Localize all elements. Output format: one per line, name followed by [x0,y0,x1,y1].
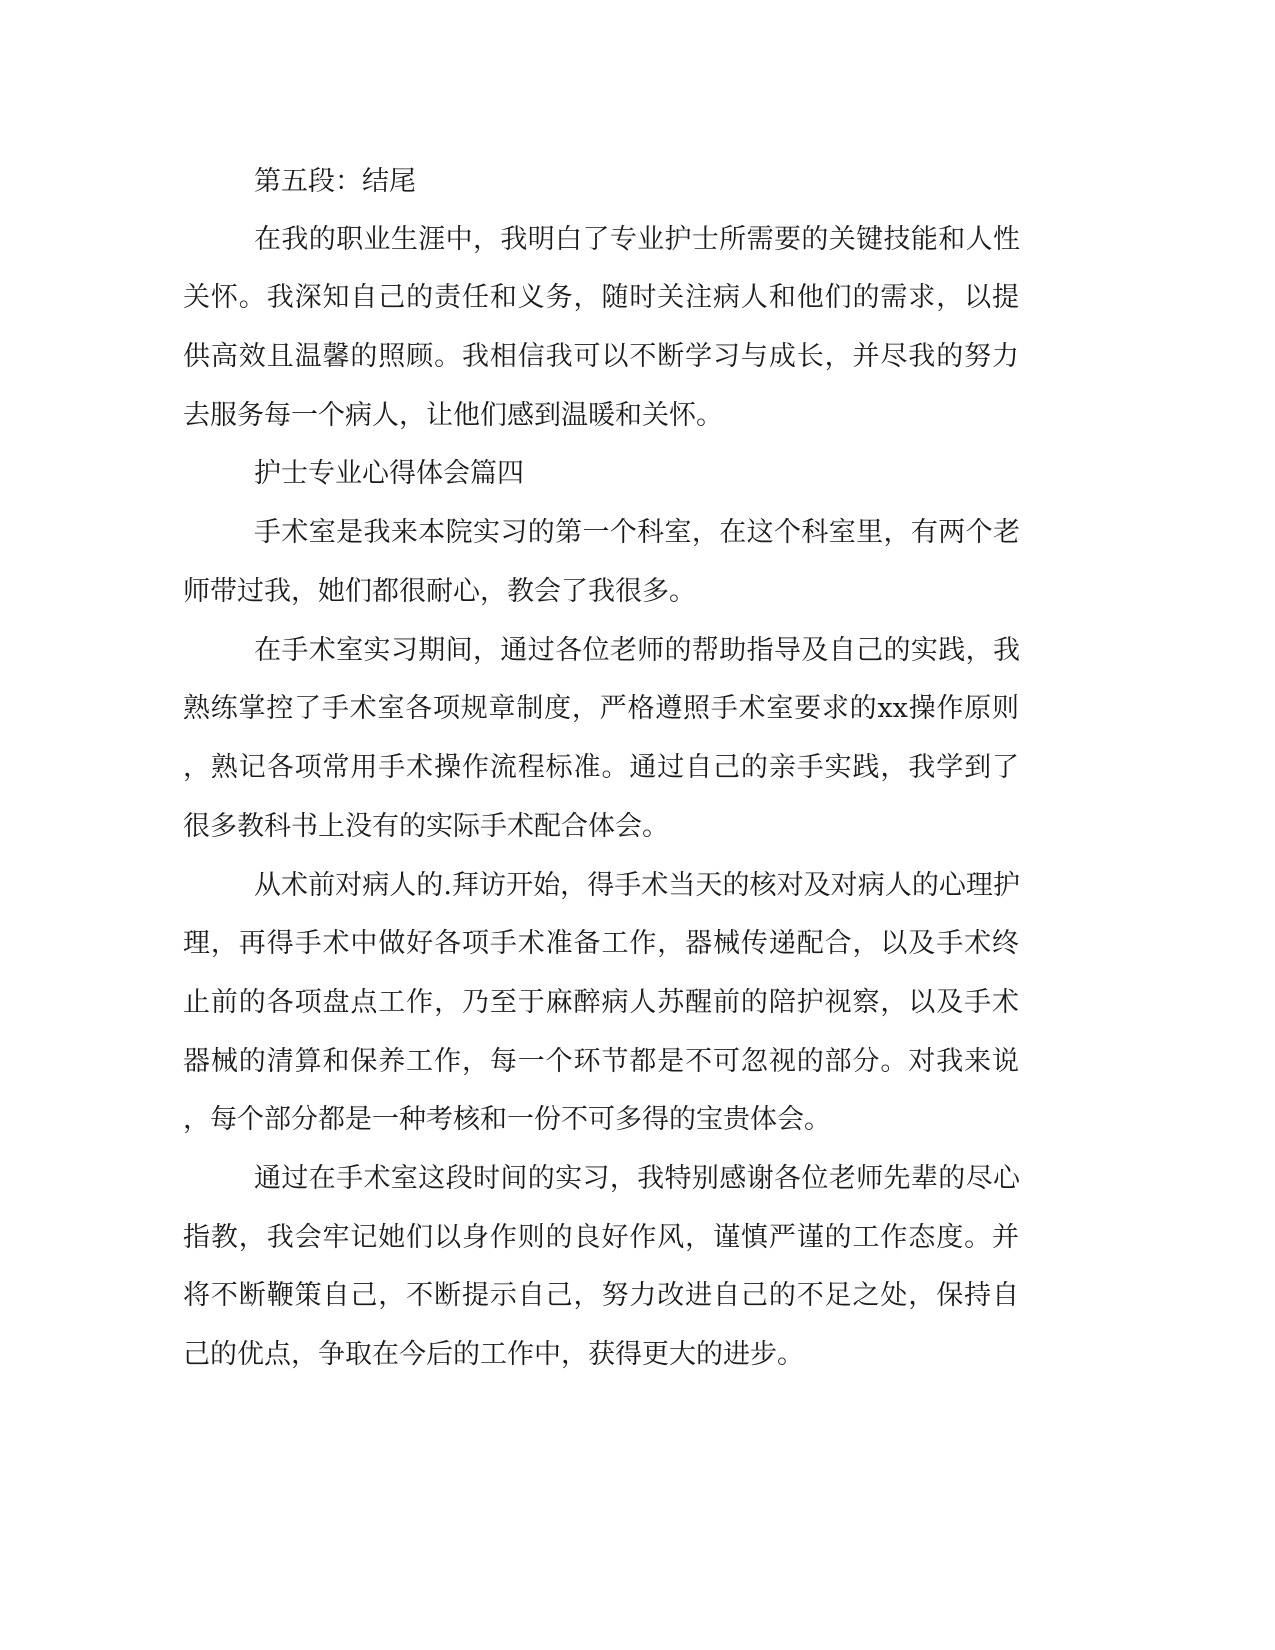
paragraph-line: ，每个部分都是一种考核和一份不可多得的宝贵体会。 [183,1104,831,1135]
paragraph-line: 通过在手术室这段时间的实习，我特别感谢各位老师先辈的尽心 [254,1163,1020,1194]
paragraph-line: 己的优点，争取在今后的工作中，获得更大的进步。 [183,1339,804,1370]
paragraph-line: 很多教科书上没有的实际手术配合体会。 [183,811,669,842]
paragraph-line: 手术室是我来本院实习的第一个科室，在这个科室里，有两个老 [254,517,1020,548]
paragraph-line: 师带过我，她们都很耐心，教会了我很多。 [183,576,696,607]
paragraph-line: 去服务每一个病人，让他们感到温暖和关怀。 [183,400,723,431]
paragraph-line: 器械的清算和保养工作，每一个环节都是不可忽视的部分。对我来说 [183,1046,1019,1077]
section-heading-part-four: 护士专业心得体会篇四 [254,458,524,489]
paragraph-line: 在我的职业生涯中，我明白了专业护士所需要的关键技能和人性 [254,224,1020,255]
paragraph-line: ，熟记各项常用手术操作流程标准。通过自己的亲手实践，我学到了 [183,752,1019,783]
paragraph-line: 供高效且温馨的照顾。我相信我可以不断学习与成长，并尽我的努力 [183,341,1019,372]
paragraph-line: 将不断鞭策自己，不断提示自己，努力改进自己的不足之处，保持自 [183,1280,1019,1311]
paragraph-line: 指教，我会牢记她们以身作则的良好作风，谨慎严谨的工作态度。并 [183,1222,1019,1253]
paragraph-line: 熟练掌控了手术室各项规章制度，严格遵照手术室要求的xx操作原则 [183,693,1019,724]
paragraph-line: 理，再得手术中做好各项手术准备工作，器械传递配合，以及手术终 [183,928,1019,959]
paragraph-line: 从术前对病人的.拜访开始，得手术当天的核对及对病人的心理护 [254,870,1020,901]
section-heading-conclusion: 第五段：结尾 [254,166,416,197]
paragraph-line: 止前的各项盘点工作，乃至于麻醉病人苏醒前的陪护视察，以及手术 [183,987,1019,1018]
paragraph-line: 关怀。我深知自己的责任和义务，随时关注病人和他们的需求，以提 [183,282,1019,313]
paragraph-line: 在手术室实习期间，通过各位老师的帮助指导及自己的实践，我 [254,635,1020,666]
